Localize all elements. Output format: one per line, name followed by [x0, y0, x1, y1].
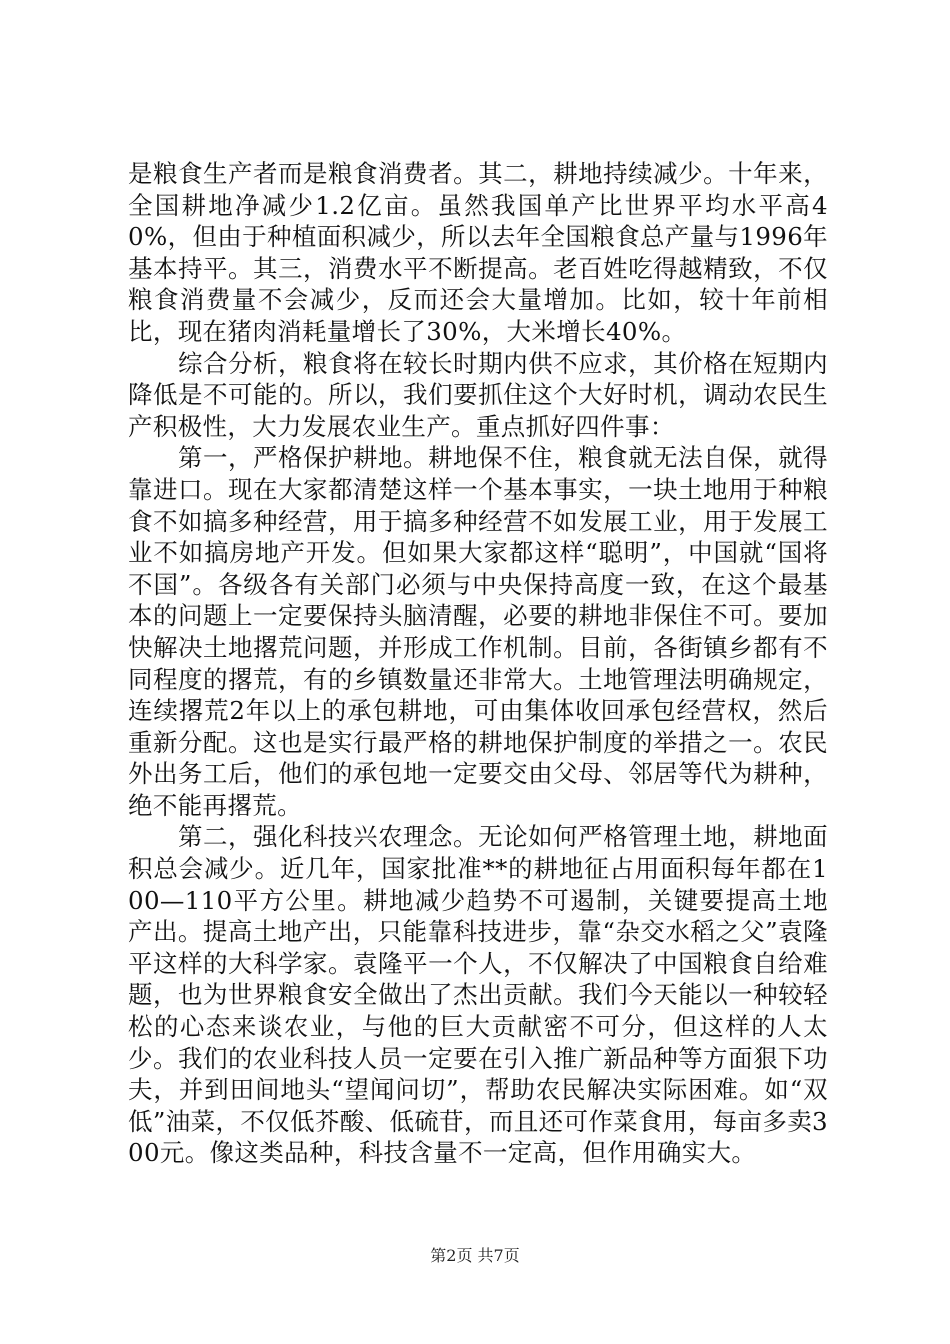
paragraph-analysis: 综合分析，粮食将在较长时期内供不应求，其价格在短期内降低是不可能的。所以，我们要抓住这个大好时机，调动农民生产积极性，大力发展农业生产。重点抓好四件事： [128, 348, 828, 441]
page-footer [0, 1246, 950, 1266]
paragraph-science-agriculture: 第二，强化科技兴农理念。无论如何严格管理土地，耕地面积总会减少。近几年，国家批准**的耕地征占用面积每年都在100—110平方公里。耕地减少趋势不可遏制，关键要提高土地产出。提高土地产出，只能靠科技进步，靠“杂交水稻之父”袁隆平这样的大科学家。袁隆平一个人，不仅解决了中国粮食自给难题，也为世界粮食安全做出了杰出贡献。我们今天能以一种较轻松的心态来谈农业，与他的巨大贡献密不可分，但这样的人太少。我们的农业科技人员一定要在引入推广新品种等方面狠下功夫，并到田间地头“望闻问切”，帮助农民解决实际困难。如“双低”油菜，不仅低芥酸、低硫苷，而且还可作菜食用，每亩多卖300元。像这类品种，科技含量不一定高，但作用确实大。 [128, 822, 828, 1168]
paragraph-protect-farmland: 第一，严格保护耕地。耕地保不住，粮食就无法自保，就得靠进口。现在大家都清楚这样一个基本事实，一块土地用于种粮食不如搞多种经营，用于搞多种经营不如发展工业，用于发展工业不如搞房地产开发。但如果大家都这样“聪明”，中国就“国将不国”。各级各有关部门必须与中央保持高度一致，在这个最基本的问题上一定要保持头脑清醒，必要的耕地非保住不可。要加快解决土地撂荒问题，并形成工作机制。目前，各街镇乡都有不同程度的撂荒，有的乡镇数量还非常大。土地管理法明确规定，连续撂荒2年以上的承包耕地，可由集体收回承包经营权，然后重新分配。这也是实行最严格的耕地保护制度的举措之一。农民外出务工后，他们的承包地一定要交由父母、邻居等代为耕种，绝不能再撂荒。 [128, 443, 828, 820]
document-body [128, 158, 828, 1169]
paragraph-continuation: 是粮食生产者而是粮食消费者。其二，耕地持续减少。十年来，全国耕地净减少1.2亿亩。虽然我国单产比世界平均水平高40%，但由于种植面积减少，所以去年全国粮食总产量与1996年基本持平。其三，消费水平不断提高。老百姓吃得越精致，不仅粮食消费量不会减少，反而还会大量增加。比如，较十年前相比，现在猪肉消耗量增长了30%，大米增长40%。 [128, 159, 828, 346]
page-number-label: 第2页 共7页 [430, 1246, 520, 1265]
